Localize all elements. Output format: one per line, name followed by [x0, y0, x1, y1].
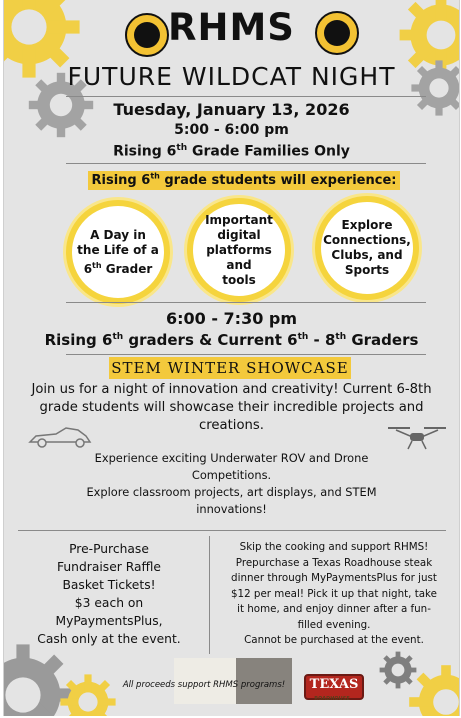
bubble-digital-platforms: Important digital platforms and tools: [187, 198, 291, 302]
school-name: RHMS: [168, 6, 295, 49]
event-title: FUTURE WILDCAT NIGHT: [67, 62, 396, 91]
audience-2: Rising 6th graders & Current 6th - 8th Graders: [44, 331, 419, 349]
dinner-info: Skip the cooking and support RHMS! Prepurchase a Texas Roadhouse steak dinner through MyPaymentsPlus for just $12 per meal! Pick it up that night, take it home, and enjoy dinner after a fun- filled evening. Cannot be purchased at the event.: [231, 541, 437, 646]
divider: [18, 530, 446, 531]
bubble-day-in-life: A Day in the Life of a 6th Grader: [66, 200, 170, 304]
divider: [66, 354, 426, 355]
showcase-details: Experience exciting Underwater ROV and Drone Competitions. Explore classroom projects, art displays, and STEM innovations!: [86, 451, 377, 516]
texas-roadhouse-logo-icon: TEXAS ROADHOUSE: [300, 668, 362, 704]
race-car-icon: [26, 424, 94, 450]
gear-icon: [58, 672, 118, 716]
divider: [66, 302, 426, 303]
event-date: Tuesday, January 13, 2026: [113, 100, 350, 119]
divider: [66, 163, 426, 164]
proceeds-note: All proceeds support RHMS programs!: [122, 680, 286, 690]
showcase-intro: Join us for a night of innovation and creativity! Current 6-8th grade students will showcase their incredible projects and creations.: [31, 382, 432, 433]
divider: [66, 96, 426, 97]
flyer: [3, 0, 460, 716]
raffle-info: Pre-Purchase Fundraiser Raffle Basket Tickets! $3 each on MyPaymentsPlus, Cash only at the event.: [37, 542, 181, 646]
showcase-banner: STEM WINTER SHOWCASE: [109, 357, 351, 379]
event-time-1: 5:00 - 6:00 pm: [174, 122, 289, 138]
bubble-connections: Explore Connections, Clubs, and Sports: [315, 196, 419, 300]
gear-icon: [406, 662, 460, 716]
column-divider: [209, 536, 210, 654]
drone-icon: [382, 422, 452, 452]
event-time-2: 6:00 - 7:30 pm: [165, 309, 298, 328]
audience-1: Rising 6th Grade Families Only: [113, 143, 350, 160]
experience-banner: Rising 6th grade students will experience:: [64, 166, 424, 188]
